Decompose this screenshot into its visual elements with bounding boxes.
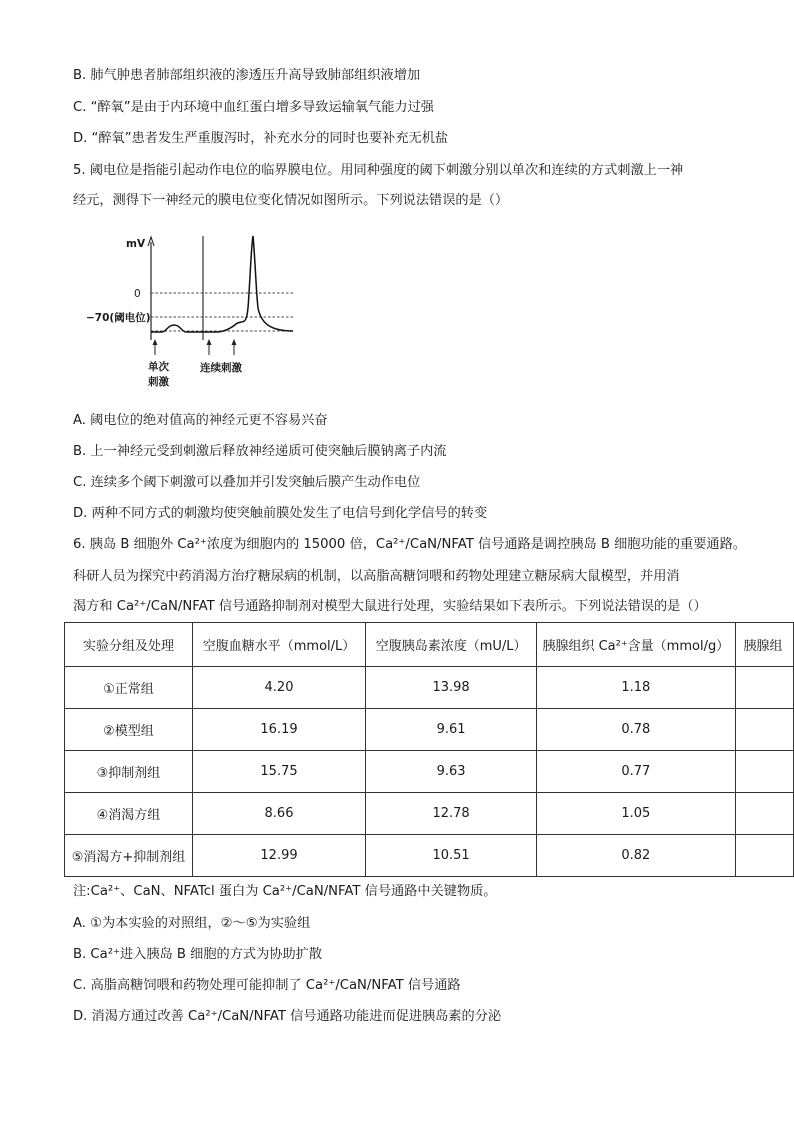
table-cell: 9.63 bbox=[366, 751, 537, 793]
q5-option-a: A. 阈电位的绝对值高的神经元更不容易兴奋 bbox=[73, 413, 328, 428]
y-unit-label: mV bbox=[126, 238, 146, 250]
q6-note: 注:Ca²⁺、CaN、NFATcl 蛋白为 Ca²⁺/CaN/NFAT 信号通路中关键物质。 bbox=[73, 884, 497, 899]
q6-option-c: C. 高脂高糖饲喂和药物处理可能抑制了 Ca²⁺/CaN/NFAT 信号通路 bbox=[73, 978, 461, 993]
table-cell: 12.78 bbox=[366, 793, 537, 835]
q6-stem-line1: 6. 胰岛 B 细胞外 Ca²⁺浓度为细胞内的 15000 倍，Ca²⁺/CaN/NFAT 信号通路是调控胰岛 B 细胞功能的重要通路。 bbox=[73, 537, 746, 552]
header-blood-glucose: 空腹血糖水平（mmol/L） bbox=[192, 623, 365, 667]
table-cell: 16.19 bbox=[192, 709, 365, 751]
table-cell: 0.77 bbox=[537, 751, 735, 793]
q5-option-d: D. 两种不同方式的刺激均使突触前膜处发生了电信号到化学信号的转变 bbox=[73, 506, 488, 521]
table-cell: 0.78 bbox=[537, 709, 735, 751]
table-cell: 1.05 bbox=[537, 793, 735, 835]
q6-option-a: A. ①为本实验的对照组，②～⑤为实验组 bbox=[73, 916, 311, 931]
table-cell bbox=[735, 835, 793, 877]
q5-option-b: B. 上一神经元受到刺激后释放神经递质可使突触后膜钠离子内流 bbox=[73, 444, 447, 459]
table-row bbox=[65, 751, 794, 793]
table-cell: ③抑制剂组 bbox=[65, 751, 193, 793]
results-table bbox=[64, 622, 794, 877]
prev-option-d: D. “醉氧”患者发生严重腹泻时，补充水分的同时也要补充无机盐 bbox=[73, 131, 449, 146]
table-cell: ②模型组 bbox=[65, 709, 193, 751]
table-cell: 15.75 bbox=[192, 751, 365, 793]
q5-option-c: C. 连续多个阈下刺激可以叠加并引发突触后膜产生动作电位 bbox=[73, 475, 421, 490]
q6-stem-line2: 科研人员为探究中药消渴方治疗糖尿病的机制，以高脂高糖饲喂和药物处理建立糖尿病大鼠模型，并用消 bbox=[73, 569, 680, 584]
header-group: 实验分组及处理 bbox=[65, 623, 193, 667]
table-cell: ①正常组 bbox=[65, 667, 193, 709]
table-header-row bbox=[65, 623, 794, 667]
table-cell: 12.99 bbox=[192, 835, 365, 877]
table-cell: 8.66 bbox=[192, 793, 365, 835]
membrane-potential-figure bbox=[86, 228, 306, 393]
header-truncated: 胰腺组 bbox=[735, 623, 793, 667]
continuous-stimulus-label: 连续刺激 bbox=[200, 362, 242, 374]
zero-tick-label: 0 bbox=[134, 288, 141, 300]
table-cell bbox=[735, 667, 793, 709]
table-cell: 4.20 bbox=[192, 667, 365, 709]
q6-option-b: B. Ca²⁺进入胰岛 B 细胞的方式为协助扩散 bbox=[73, 947, 323, 962]
prev-option-c: C. “醉氧”是由于内环境中血红蛋白增多导致运输氧气能力过强 bbox=[73, 100, 434, 115]
table-cell bbox=[735, 793, 793, 835]
table-row bbox=[65, 709, 794, 751]
table-row bbox=[65, 835, 794, 877]
q6-option-d: D. 消渴方通过改善 Ca²⁺/CaN/NFAT 信号通路功能进而促进胰岛素的分泌 bbox=[73, 1009, 502, 1024]
q6-stem-line3: 渴方和 Ca²⁺/CaN/NFAT 信号通路抑制剂对模型大鼠进行处理，实验结果如下表所示。下列说法错误的是（） bbox=[73, 599, 707, 614]
header-insulin: 空腹胰岛素浓度（mU/L） bbox=[366, 623, 537, 667]
table-cell: 1.18 bbox=[537, 667, 735, 709]
table-cell: 10.51 bbox=[366, 835, 537, 877]
table-cell: 0.82 bbox=[537, 835, 735, 877]
membrane-potential-trace bbox=[151, 236, 293, 332]
table-row bbox=[65, 667, 794, 709]
table-cell bbox=[735, 751, 793, 793]
single-stimulus-label-2: 刺激 bbox=[148, 376, 169, 388]
table-cell bbox=[735, 709, 793, 751]
table-cell: ⑤消渴方+抑制剂组 bbox=[65, 835, 193, 877]
header-calcium: 胰腺组织 Ca²⁺含量（mmol/g） bbox=[537, 623, 735, 667]
q5-stem-line1: 5. 阈电位是指能引起动作电位的临界膜电位。用同种强度的阈下刺激分别以单次和连续的方式刺激上一神 bbox=[73, 163, 684, 178]
table-cell: 9.61 bbox=[366, 709, 537, 751]
q5-stem-line2: 经元，测得下一神经元的膜电位变化情况如图所示。下列说法错误的是（） bbox=[73, 193, 509, 208]
table-cell: ④消渴方组 bbox=[65, 793, 193, 835]
single-stimulus-label-1: 单次 bbox=[148, 361, 169, 373]
prev-option-b: B. 肺气肿患者肺部组织液的渗透压升高导致肺部组织液增加 bbox=[73, 68, 421, 83]
table-cell: 13.98 bbox=[366, 667, 537, 709]
table-row bbox=[65, 793, 794, 835]
threshold-label: −70(阈电位) bbox=[86, 312, 151, 324]
